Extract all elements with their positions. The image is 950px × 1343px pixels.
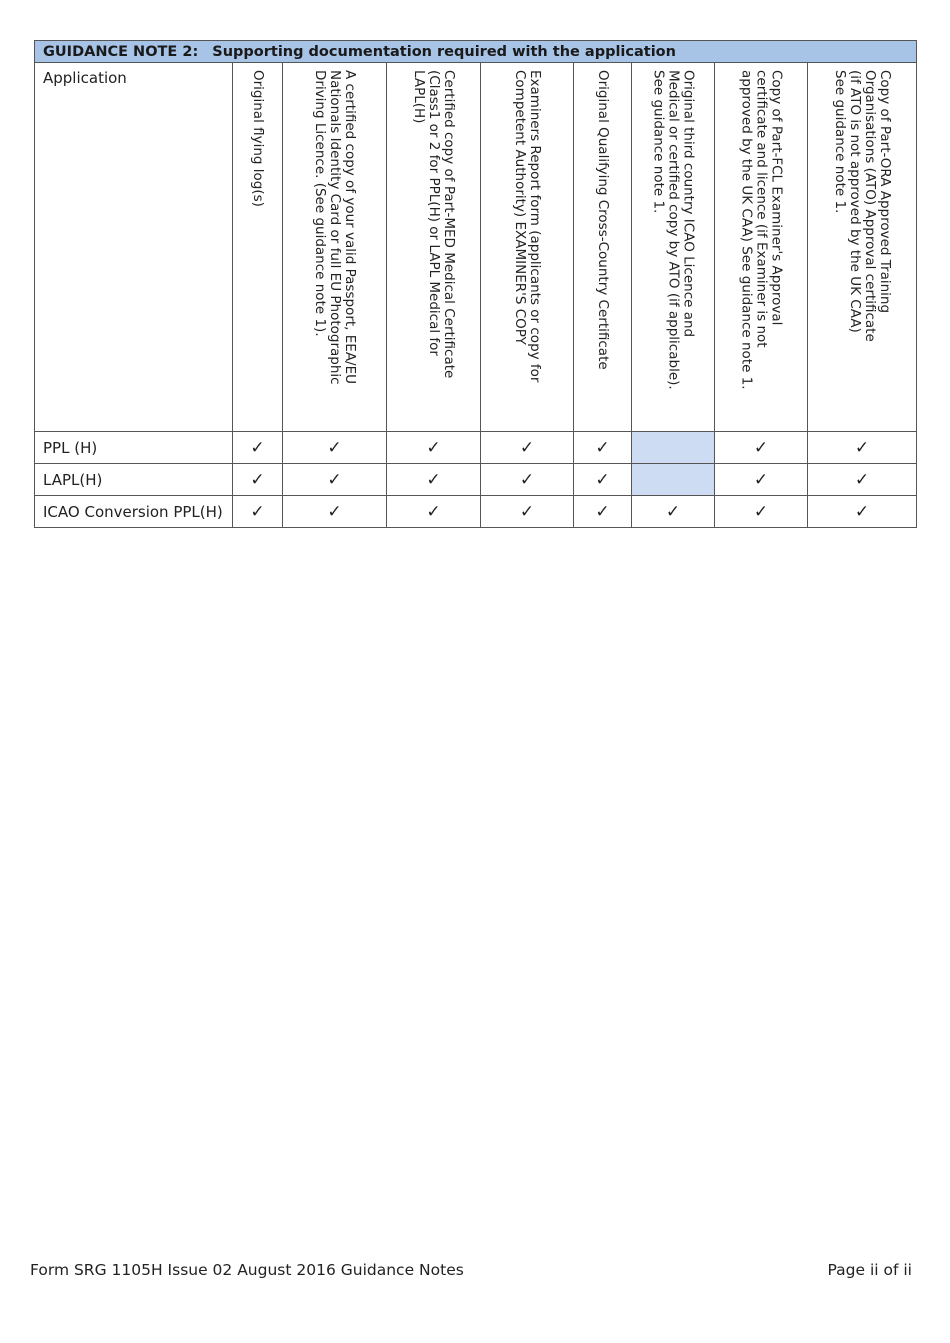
guidance-table	[34, 40, 917, 528]
check-mark-icon: ✓	[574, 432, 632, 464]
column-header	[481, 63, 574, 432]
check-mark-icon: ✓	[808, 464, 917, 496]
footer-page-number: Page ii of ii	[827, 1261, 912, 1279]
column-header	[715, 63, 808, 432]
column-header	[632, 63, 715, 432]
row-label: PPL (H)	[35, 432, 233, 464]
guidance-note-title	[35, 41, 917, 63]
check-mark-icon: ✓	[574, 464, 632, 496]
column-header-text: Original Qualifying Cross-Country Certificate	[595, 70, 611, 370]
column-header-text: Original flying log(s)	[250, 70, 266, 207]
table-row	[35, 464, 917, 496]
column-header	[233, 63, 283, 432]
column-header-text: Examiners Report form (applicants or copy for Competent Authority) EXAMINER'S COPY	[512, 70, 543, 383]
column-header	[387, 63, 481, 432]
check-mark-icon: ✓	[481, 496, 574, 528]
column-header-text: Original third country ICAO Licence and Medical or certified copy by ATO (if applicable). See guidance note 1.	[650, 70, 697, 390]
table-row	[35, 496, 917, 528]
check-mark-icon: ✓	[283, 432, 387, 464]
title-text: Supporting documentation required with the application	[212, 43, 676, 60]
title-label: GUIDANCE NOTE 2:	[43, 43, 199, 60]
column-header	[283, 63, 387, 432]
column-header	[808, 63, 917, 432]
column-header-text: Certified copy of Part-MED Medical Certificate (Class1 or 2 for PPL(H) or LAPL Medical for LAPL(H)	[411, 70, 457, 379]
check-mark-icon: ✓	[715, 432, 808, 464]
check-mark-icon: ✓	[808, 432, 917, 464]
column-header-text: A certified copy of your valid Passport, EEA/EU Nationals Identity Card or full EU Photographic Driving Licence. (See guidance note 1).	[312, 70, 358, 385]
shaded-cell	[632, 432, 715, 464]
footer-form-info: Form SRG 1105H Issue 02 August 2016 Guidance Notes	[30, 1261, 464, 1279]
shaded-cell	[632, 464, 715, 496]
application-header: Application	[35, 63, 233, 432]
row-label: LAPL(H)	[35, 464, 233, 496]
check-mark-icon: ✓	[283, 464, 387, 496]
check-mark-icon: ✓	[808, 496, 917, 528]
check-mark-icon: ✓	[387, 432, 481, 464]
check-mark-icon: ✓	[481, 464, 574, 496]
check-mark-icon: ✓	[715, 496, 808, 528]
table-row	[35, 432, 917, 464]
check-mark-icon: ✓	[283, 496, 387, 528]
check-mark-icon: ✓	[481, 432, 574, 464]
check-mark-icon: ✓	[632, 496, 715, 528]
check-mark-icon: ✓	[233, 432, 283, 464]
check-mark-icon: ✓	[233, 464, 283, 496]
check-mark-icon: ✓	[387, 496, 481, 528]
row-label: ICAO Conversion PPL(H)	[35, 496, 233, 528]
column-header-text: Copy of Part-FCL Examiner's Approval certificate and licence (if Examiner is not approved by the UK CAA) See guidance note 1.	[738, 70, 785, 390]
column-header	[574, 63, 632, 432]
check-mark-icon: ✓	[387, 464, 481, 496]
check-mark-icon: ✓	[233, 496, 283, 528]
check-mark-icon: ✓	[574, 496, 632, 528]
check-mark-icon: ✓	[715, 464, 808, 496]
column-header-text: Copy of Part-ORA Approved Training Organisations (ATO) Approval certificate (if ATO is not approved by the UK CAA) See guidance note 1.	[832, 70, 893, 342]
